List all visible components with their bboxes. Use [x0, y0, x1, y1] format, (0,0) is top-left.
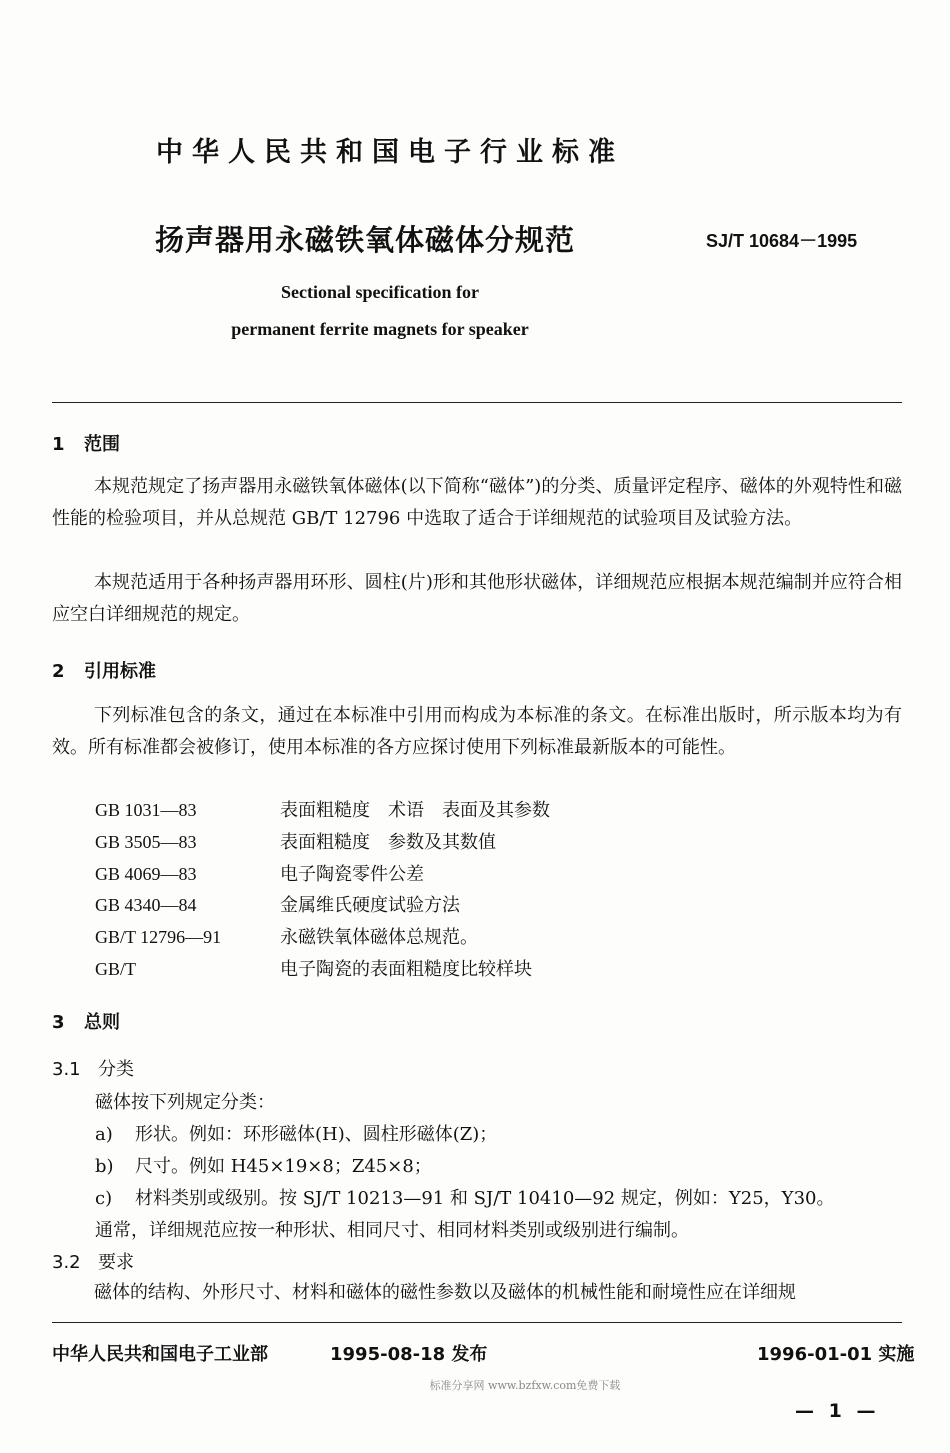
list-item	[95, 827, 550, 859]
ref-title: 金属维氏硬度试验方法	[280, 895, 460, 917]
section-1-paragraph-2: 本规范适用于各种扬声器用环形、圆柱(片)形和其他形状磁体，详细规范应根据本规范编制并应符合相应空白详细规范的规定。	[52, 572, 902, 625]
section-3-heading	[52, 1008, 120, 1034]
effective-date: 1996-01-01	[757, 1344, 873, 1365]
item-text: 形状。例如：环形磁体(H)、圆柱形磁体(Z)；	[135, 1124, 498, 1145]
document-title-cn: 扬声器用永磁铁氧体磁体分规范	[155, 223, 576, 257]
issue-label: 发布	[451, 1344, 488, 1365]
item-text: 材料类别或级别。按 SJ/T 10213—91 和 SJ/T 10410—92 规定，例如：Y25，Y30。	[135, 1188, 835, 1209]
ref-title: 电子陶瓷零件公差	[280, 863, 424, 885]
section-2-paragraph-1: 下列标准包含的条文，通过在本标准中引用而构成为本标准的条文。在标准出版时，所示版本均为有效。所有标准都会被修订，使用本标准的各方应探讨使用下列标准最新版本的可能性。	[52, 705, 902, 758]
ref-title: 表面粗糙度 参数及其数值	[280, 831, 496, 853]
classification-item-a	[95, 1120, 497, 1146]
standard-category-heading: 中华人民共和国电子行业标准	[156, 137, 624, 168]
classification-item-c	[95, 1184, 834, 1210]
footer-divider	[52, 1322, 902, 1323]
section-number: 3	[52, 1012, 65, 1033]
section-number: 2	[52, 661, 65, 682]
list-item	[95, 795, 550, 827]
section-number: 3.2	[52, 1252, 81, 1273]
item-label: b)	[95, 1156, 114, 1177]
document-title-en-line1: Sectional specification for	[281, 282, 479, 302]
page-number: — 1 —	[795, 1400, 880, 1422]
item-text: 尺寸。例如 H45×19×8；Z45×8；	[135, 1156, 432, 1177]
item-label: c)	[95, 1188, 113, 1209]
section-title: 引用标准	[84, 661, 156, 682]
section-title: 范围	[84, 434, 120, 455]
list-item	[95, 890, 550, 922]
ref-code: GB 3505—83	[95, 831, 197, 852]
ref-title: 永磁铁氧体磁体总规范。	[280, 927, 478, 949]
watermark-text: 标准分享网 www.bzfxw.com免费下载	[429, 1379, 621, 1392]
list-item	[95, 859, 550, 891]
subsection-3-1-heading	[52, 1055, 134, 1081]
section-number: 1	[52, 434, 65, 455]
section-1-heading	[52, 430, 120, 456]
ref-code: GB 1031—83	[95, 800, 197, 820]
ref-code: GB/T 12796—91	[95, 927, 222, 948]
section-1-paragraph-1: 本规范规定了扬声器用永磁铁氧体磁体(以下简称“磁体”)的分类、质量评定程序、磁体的外观特性和磁性能的检验项目，并从总规范 GB/T 12796 中选取了适合于详细规范的试验项目及试验方法。	[52, 476, 902, 529]
ref-code: GB 4069—83	[95, 863, 197, 884]
ref-title: 表面粗糙度 术语 表面及其参数	[280, 800, 550, 821]
document-title-en-line2: permanent ferrite magnets for speaker	[231, 319, 529, 339]
section-number: 3.1	[52, 1059, 81, 1080]
classification-intro: 磁体按下列规定分类：	[95, 1092, 275, 1113]
effective-info	[757, 1340, 914, 1366]
issue-info	[330, 1340, 487, 1366]
section-title: 分类	[98, 1059, 134, 1080]
section-title: 要求	[98, 1252, 134, 1273]
header-divider	[52, 402, 902, 403]
effective-label: 实施	[878, 1344, 915, 1365]
section-title: 总则	[84, 1012, 120, 1033]
ref-code: GB 4340—84	[95, 895, 197, 916]
subsection-3-2-heading	[52, 1248, 134, 1274]
section-2-heading	[52, 657, 156, 683]
standard-code: SJ/T 10684－1995	[706, 231, 858, 251]
classification-note: 通常，详细规范应按一种形状、相同尺寸、相同材料类别或级别进行编制。	[95, 1220, 689, 1241]
ref-title: 电子陶瓷的表面粗糙度比较样块	[280, 958, 532, 980]
classification-item-b	[95, 1152, 432, 1178]
ref-code: GB/T	[95, 958, 137, 979]
referenced-standards-list	[95, 795, 550, 986]
issue-date: 1995-08-18	[330, 1344, 446, 1365]
issuing-authority: 中华人民共和国电子工业部	[52, 1344, 268, 1365]
requirements-paragraph: 磁体的结构、外形尺寸、材料和磁体的磁性参数以及磁体的机械性能和耐境性应在详细规	[94, 1282, 796, 1303]
item-label: a)	[95, 1124, 113, 1145]
list-item	[95, 922, 550, 954]
list-item	[95, 954, 550, 986]
